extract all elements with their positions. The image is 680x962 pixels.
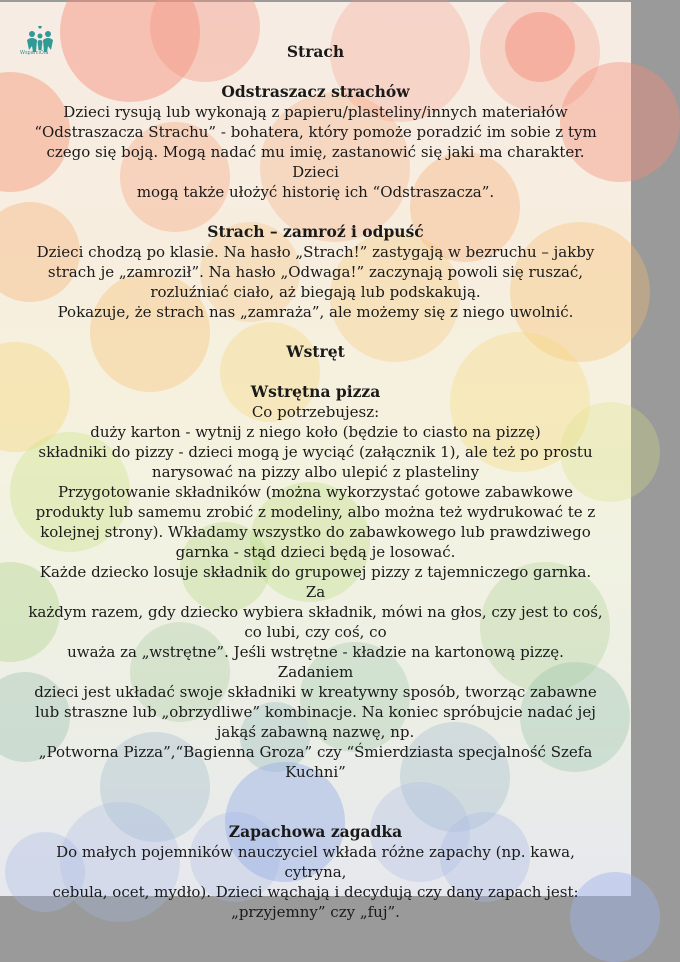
section-title-strach: Strach [286,42,345,61]
logo-text: WsparciOla [20,50,49,56]
activity-text-line: Przygotowanie składników (można wykorzystać gotowe zabawkowe [57,483,574,501]
activity-text-line: składniki do pizzy - dzieci mogą je wyciąć (załącznik 1), ale też po prostu [38,443,593,461]
activity-text-line: kolejnej strony). Wkładamy wszystko do zabawkowego lub prawdziwego [40,523,591,541]
activity-text-line: narysować na pizzy albo ulepić z plasteliny [151,463,480,481]
activity-text-line: lub straszne lub „obrzydliwe” kombinacje. Na koniec spróbujcie nadać jej [35,703,596,721]
activity-text-line: co lubi, czy coś, co [244,623,387,641]
activity-text-line: duży karton - wytnij z niego koło (będzie to ciasto na pizzę) [90,423,541,441]
activity-text-line: produkty lub samemu zrobić z modeliny, albo można też wydrukować te z [35,503,596,521]
activity-text-line: jakąś zabawną nazwę, np. [216,723,415,741]
activity-text-line: “Odstraszacza Strachu” - bohatera, który pomoże poradzić im sobie z tym [34,123,597,141]
activity-title-zamroz: Strach – zamroź i odpuść [207,222,424,241]
activity-text-line: Dzieci chodzą po klasie. Na hasło „Strach!” zastygają w bezruchu – jakby [36,243,595,261]
section-title-wstret: Wstręt [286,342,345,361]
activity-text-line: dzieci jest układać swoje składniki w kreatywny sposób, tworząc zabawne [34,683,597,701]
activity-text-line: „Potworna Pizza”,“Bagienna Groza” czy “Śmierdziasta specjalność Szefa [38,743,593,761]
activity-text-line: garnka - stąd dzieci będą je losować. [175,543,456,561]
activity-text-line: każdym razem, gdy dziecko wybiera składnik, mówi na głos, czy jest to coś, [28,603,603,621]
activity-text-line: „przyjemny” czy „fuj”. [231,903,400,921]
activity-text-line: strach je „zamroził”. Na hasło „Odwaga!” zaczynają powoli się ruszać, [47,263,584,281]
activity-title-wstretna-pizza: Wstrętna pizza [250,382,381,401]
document-content [0,2,631,922]
activity-text-line: uważa za „wstrętne”. Jeśli wstrętne - kładzie na kartonową pizzę. Zadaniem [67,643,564,681]
activity-text-line: cebula, ocet, mydło). Dzieci wąchają i decydują czy dany zapach jest: [52,883,579,901]
activity-text-line: Do małych pojemników nauczyciel wkłada różne zapachy (np. kawa, cytryna, [56,843,575,881]
activity-title-odstraszacz: Odstraszacz strachów [221,82,410,101]
activity-text-line: Co potrzebujesz: [251,403,380,421]
activity-text-line: czego się boją. Mogą nadać mu imię, zastanowić się jaki ma charakter. Dzieci [46,143,585,181]
activity-text-line: Kuchni” [285,763,346,781]
activity-title-zapachowa-zagadka: Zapachowa zagadka [228,822,403,841]
activity-text-line: mogą także ułożyć historię ich “Odstraszacza”. [136,183,495,201]
activity-text-line: Pokazuje, że strach nas „zamraża”, ale możemy się z niego uwolnić. [57,303,574,321]
activity-text-line: Dzieci rysują lub wykonają z papieru/plasteliny/innych materiałów [63,103,568,121]
document-page [0,2,631,921]
activity-text-line: rozluźniać ciało, aż biegają lub podskakują. [150,283,481,301]
activity-text-line: Każde dziecko losuje składnik do grupowej pizzy z tajemniczego garnka. Za [39,563,592,601]
